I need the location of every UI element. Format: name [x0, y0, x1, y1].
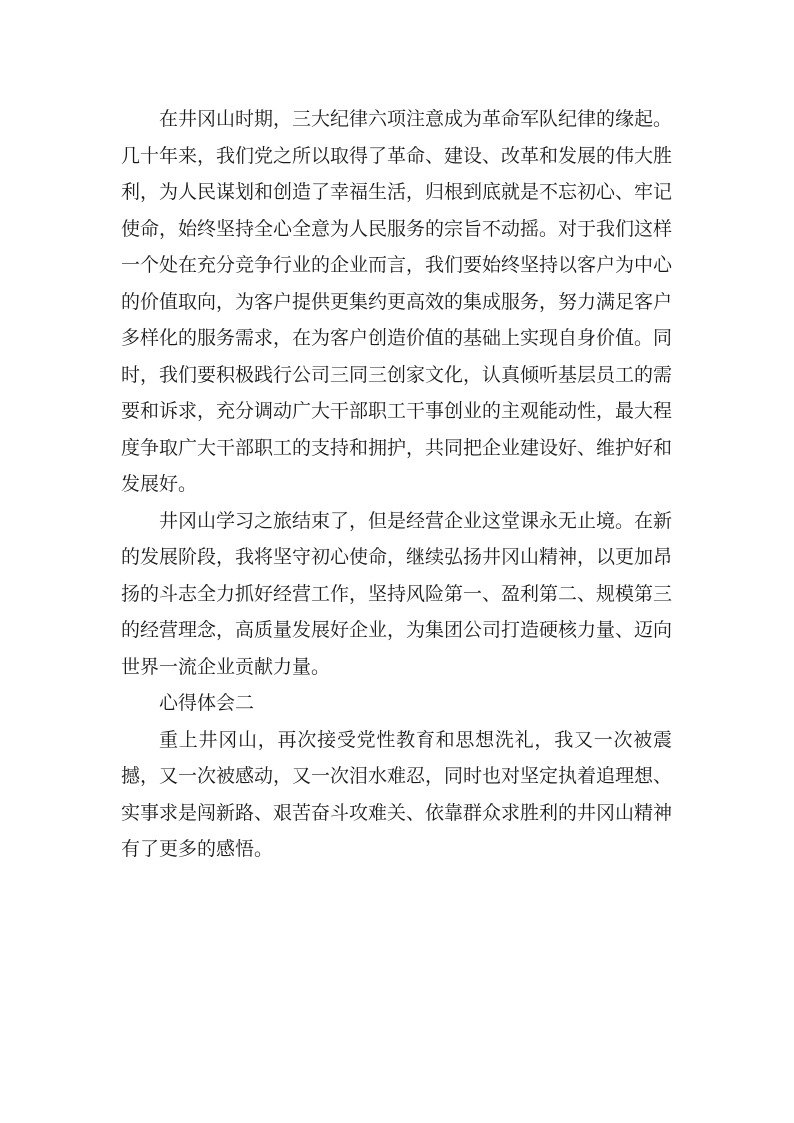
body-paragraph: 重上井冈山，再次接受党性教育和思想洗礼，我又一次被震撼，又一次被感动，又一次泪水难忍，同时也对坚定执着追理想、实事求是闯新路、艰苦奋斗攻难关、依靠群众求胜利的井冈山精神有了更多的感悟。 [121, 728, 673, 860]
section-heading: 心得体会二 [159, 692, 255, 714]
body-paragraph: 在井冈山时期，三大纪律六项注意成为革命军队纪律的缘起。几十年来，我们党之所以取得了革命、建设、改革和发展的伟大胜利，为人民谋划和创造了幸福生活，归根到底就是不忘初心、牢记使命，始终坚持全心全意为人民服务的宗旨不动摇。对于我们这样一个处在充分竞争行业的企业而言，我们要始终坚持以客户为中心的价值取向，为客户提供更集约更高效的集成服务，努力满足客户多样化的服务需求，在为客户创造价值的基础上实现自身价值。同时，我们要积极践行公司三同三创家文化，认真倾听基层员工的需要和诉求，充分调动广大干部职工干事创业的主观能动性，最大程度争取广大干部职工的支持和拥护，共同把企业建设好、维护好和发展好。 [121, 108, 673, 495]
document-body [121, 101, 672, 868]
body-paragraph: 井冈山学习之旅结束了，但是经营企业这堂课永无止境。在新的发展阶段，我将坚守初心使命，继续弘扬井冈山精神，以更加昂扬的斗志全力抓好经营工作，坚持风险第一、盈利第二、规模第三的经营理念，高质量发展好企业，为集团公司打造硬核力量、迈向世界一流企业贡献力量。 [121, 509, 673, 678]
